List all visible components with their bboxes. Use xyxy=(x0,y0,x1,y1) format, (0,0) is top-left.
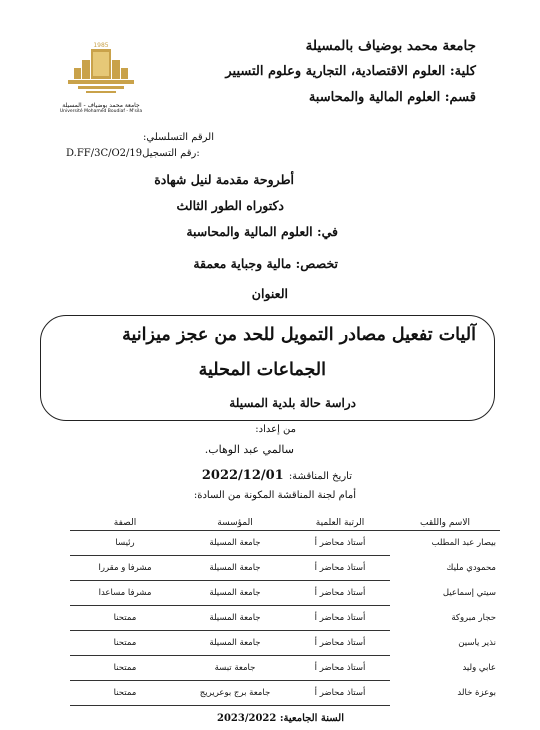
jury-institution: جامعة برج بوعريريج xyxy=(180,681,290,706)
jury-rank: أستاذ محاضر أ xyxy=(290,581,390,606)
jury-institution: جامعة المسيلة xyxy=(180,531,290,556)
jury-role: مشرفا و مقررا xyxy=(70,556,180,581)
jury-institution: جامعة المسيلة xyxy=(180,581,290,606)
thesis-line-4: تخصص: مالية وجباية معمقة xyxy=(193,256,338,271)
title-label: العنوان xyxy=(251,286,288,301)
thesis-line-3: في: العلوم المالية والمحاسبة xyxy=(186,224,338,239)
jury-intro: أمام لجنة المناقشة المكونة من السادة: xyxy=(193,490,356,501)
registration-number-label: رقم التسجيل: xyxy=(142,148,200,159)
table-row xyxy=(70,531,500,556)
thesis-title-line-2: الجماعات المحلية xyxy=(198,360,326,380)
table-row xyxy=(70,581,500,606)
defense-date-label: تاريخ المناقشة: xyxy=(288,471,352,482)
university-emblem-icon xyxy=(58,40,144,98)
jury-rank: أستاذ محاضر أ xyxy=(290,556,390,581)
jury-name: بوعزة خالد xyxy=(457,688,496,698)
thesis-line-1: أطروحة مقدمة لنيل شهادة xyxy=(154,172,294,187)
jury-role: رئيسا xyxy=(70,531,180,556)
logo-latin-name: Université Mohamed Boudiaf - M'sila xyxy=(59,109,143,114)
jury-role: ممتحنا xyxy=(70,631,180,656)
header-name: الاسم واللقب xyxy=(390,518,500,531)
logo-arabic-name: جامعة محمد بوضياف - المسيلة xyxy=(62,102,140,109)
jury-name: حجار مبروكة xyxy=(451,613,496,623)
jury-institution: جامعة المسيلة xyxy=(180,606,290,631)
header-role: الصفة xyxy=(70,518,180,531)
defense-date-value: 2022/12/01 xyxy=(201,468,284,483)
jury-rank: أستاذ محاضر أ xyxy=(290,631,390,656)
faculty-name: كلية: العلوم الاقتصادية، التجارية وعلوم التسيير xyxy=(225,64,476,79)
jury-name: سيتي إسماعيل xyxy=(442,588,496,598)
jury-rank: أستاذ محاضر أ xyxy=(290,681,390,706)
jury-rank: أستاذ محاضر أ xyxy=(290,656,390,681)
academic-year xyxy=(217,713,344,724)
defense-date xyxy=(202,464,352,483)
jury-name: محمودي مليك xyxy=(446,563,496,573)
jury-rank: أستاذ محاضر أ xyxy=(290,606,390,631)
table-row xyxy=(70,556,500,581)
jury-name: نذير ياسين xyxy=(458,638,496,648)
jury-role: مشرفا مساعدا xyxy=(70,581,180,606)
academic-year-value: 2023/2022 xyxy=(217,713,277,724)
jury-institution: جامعة تبسة xyxy=(180,656,290,681)
header-institution: المؤسسة xyxy=(180,518,290,531)
jury-institution: جامعة المسيلة xyxy=(180,631,290,656)
jury-name: بيصار عبد المطلب xyxy=(431,538,496,549)
prepared-by-label: من إعداد: xyxy=(255,424,296,435)
jury-role: ممتحنا xyxy=(70,606,180,631)
table-row xyxy=(70,631,500,656)
author-name: سالمي عبد الوهاب. xyxy=(204,443,294,456)
university-name: جامعة محمد بوضياف بالمسيلة xyxy=(305,38,476,54)
serial-number-label: الرقم التسلسلي: xyxy=(143,132,214,143)
university-logo xyxy=(58,40,144,112)
thesis-title-line-1: آليات تفعيل مصادر التمويل للحد من عجز ميزانية xyxy=(122,325,476,345)
registration-number xyxy=(66,148,200,159)
jury-name: عابي وليد xyxy=(462,663,496,673)
academic-year-label: السنة الجامعية: xyxy=(279,713,344,724)
table-row xyxy=(70,606,500,631)
table-row xyxy=(70,681,500,706)
thesis-subtitle: دراسة حالة بلدية المسيلة xyxy=(229,396,356,410)
table-row xyxy=(70,656,500,681)
logo-year: 1985 xyxy=(93,42,109,49)
thesis-line-2: دكتوراه الطور الثالث xyxy=(176,198,284,213)
registration-number-value: D.FF/3C/O2/19 xyxy=(66,148,143,159)
jury-role: ممتحنا xyxy=(70,681,180,706)
jury-rank: أستاذ محاضر أ xyxy=(290,531,390,556)
department-name: قسم: العلوم المالية والمحاسبة xyxy=(308,90,476,105)
jury-role: ممتحنا xyxy=(70,656,180,681)
jury-table xyxy=(70,518,500,706)
header-rank: الرتبة العلمية xyxy=(290,518,390,531)
jury-table-header xyxy=(70,518,500,531)
jury-institution: جامعة المسيلة xyxy=(180,556,290,581)
